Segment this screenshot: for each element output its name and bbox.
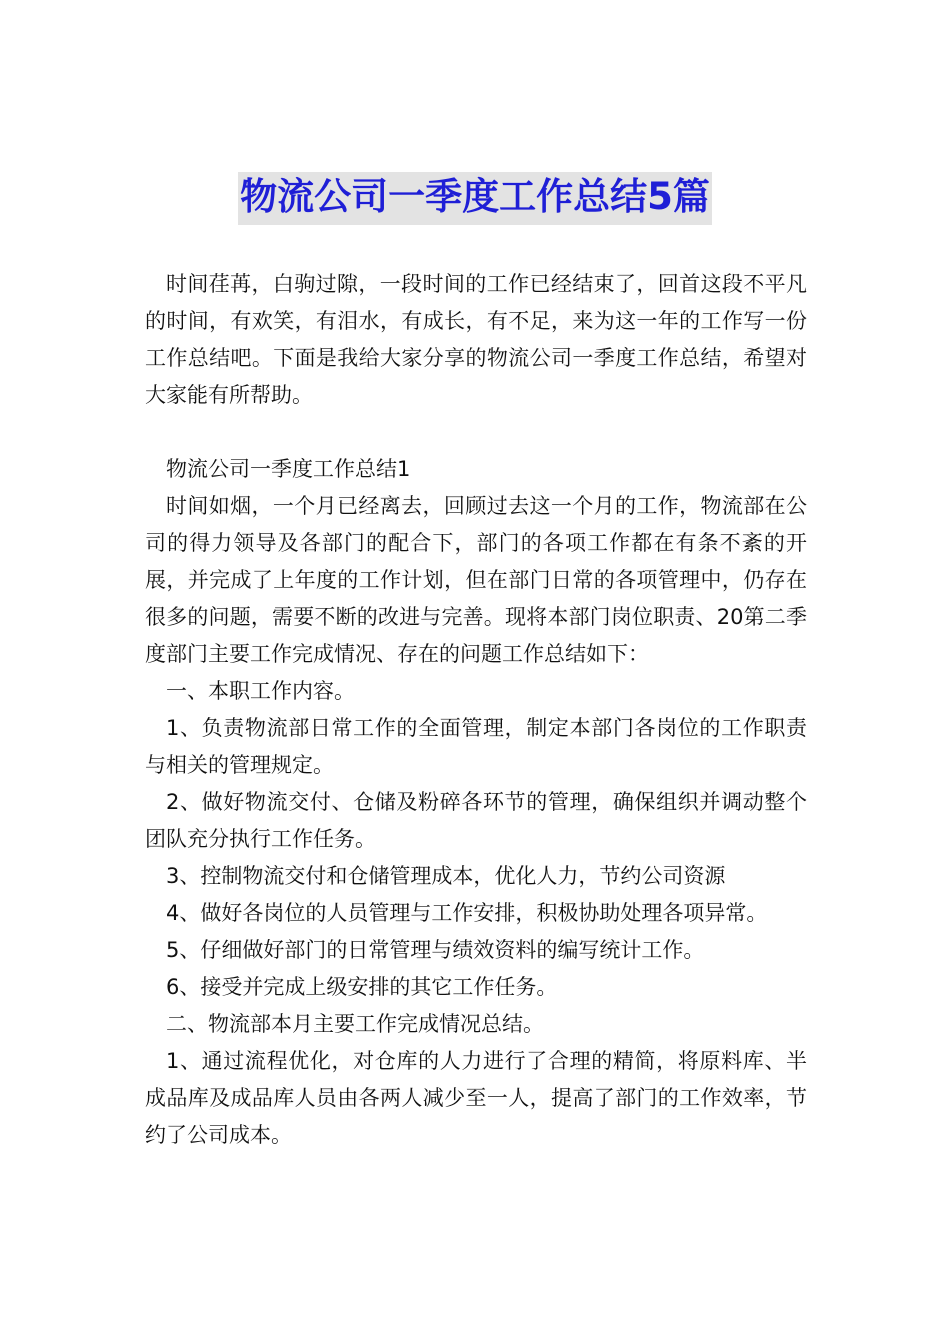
section-heading: 物流公司一季度工作总结1 bbox=[166, 457, 411, 481]
body-paragraph: 时间如烟，一个月已经离去，回顾过去这一个月的工作，物流部在公司的得力领导及各部门的配合下，部门的各项工作都在有条不紊的开展，并完成了上年度的工作计划，但在部门日常的各项管理中，仍存在很多的问题，需要不断的改进与完善。现将本部门岗位职责、20第二季度部门主要工作完成情况、存在的问题工作总结如下： bbox=[145, 494, 807, 666]
intro-paragraph: 时间荏苒，白驹过隙，一段时间的工作已经结束了，回首这段不平凡的时间，有欢笑，有泪水，有成长，有不足，来为这一年的工作写一份工作总结吧。下面是我给大家分享的物流公司一季度工作总结，希望对大家能有所帮助。 bbox=[145, 272, 807, 407]
document-title-text: 物流公司一季度工作总结5篇 bbox=[238, 172, 712, 225]
list-item: 5、仔细做好部门的日常管理与绩效资料的编写统计工作。 bbox=[166, 938, 705, 962]
subheading-work-summary: 二、物流部本月主要工作完成情况总结。 bbox=[166, 1012, 544, 1036]
list-item: 2、做好物流交付、仓储及粉碎各环节的管理，确保组织并调动整个团队充分执行工作任务。 bbox=[145, 790, 807, 851]
list-item: 6、接受并完成上级安排的其它工作任务。 bbox=[166, 975, 558, 999]
list-item: 3、控制物流交付和仓储管理成本，优化人力，节约公司资源 bbox=[166, 864, 726, 888]
list-item: 1、负责物流部日常工作的全面管理，制定本部门各岗位的工作职责与相关的管理规定。 bbox=[145, 716, 807, 777]
document-body bbox=[145, 266, 807, 1154]
list-item: 1、通过流程优化，对仓库的人力进行了合理的精简，将原料库、半成品库及成品库人员由各两人减少至一人，提高了部门的工作效率，节约了公司成本。 bbox=[145, 1049, 807, 1147]
subheading-job-content: 一、本职工作内容。 bbox=[166, 679, 355, 703]
document-title bbox=[0, 172, 950, 225]
list-item: 4、做好各岗位的人员管理与工作安排，积极协助处理各项异常。 bbox=[166, 901, 768, 925]
